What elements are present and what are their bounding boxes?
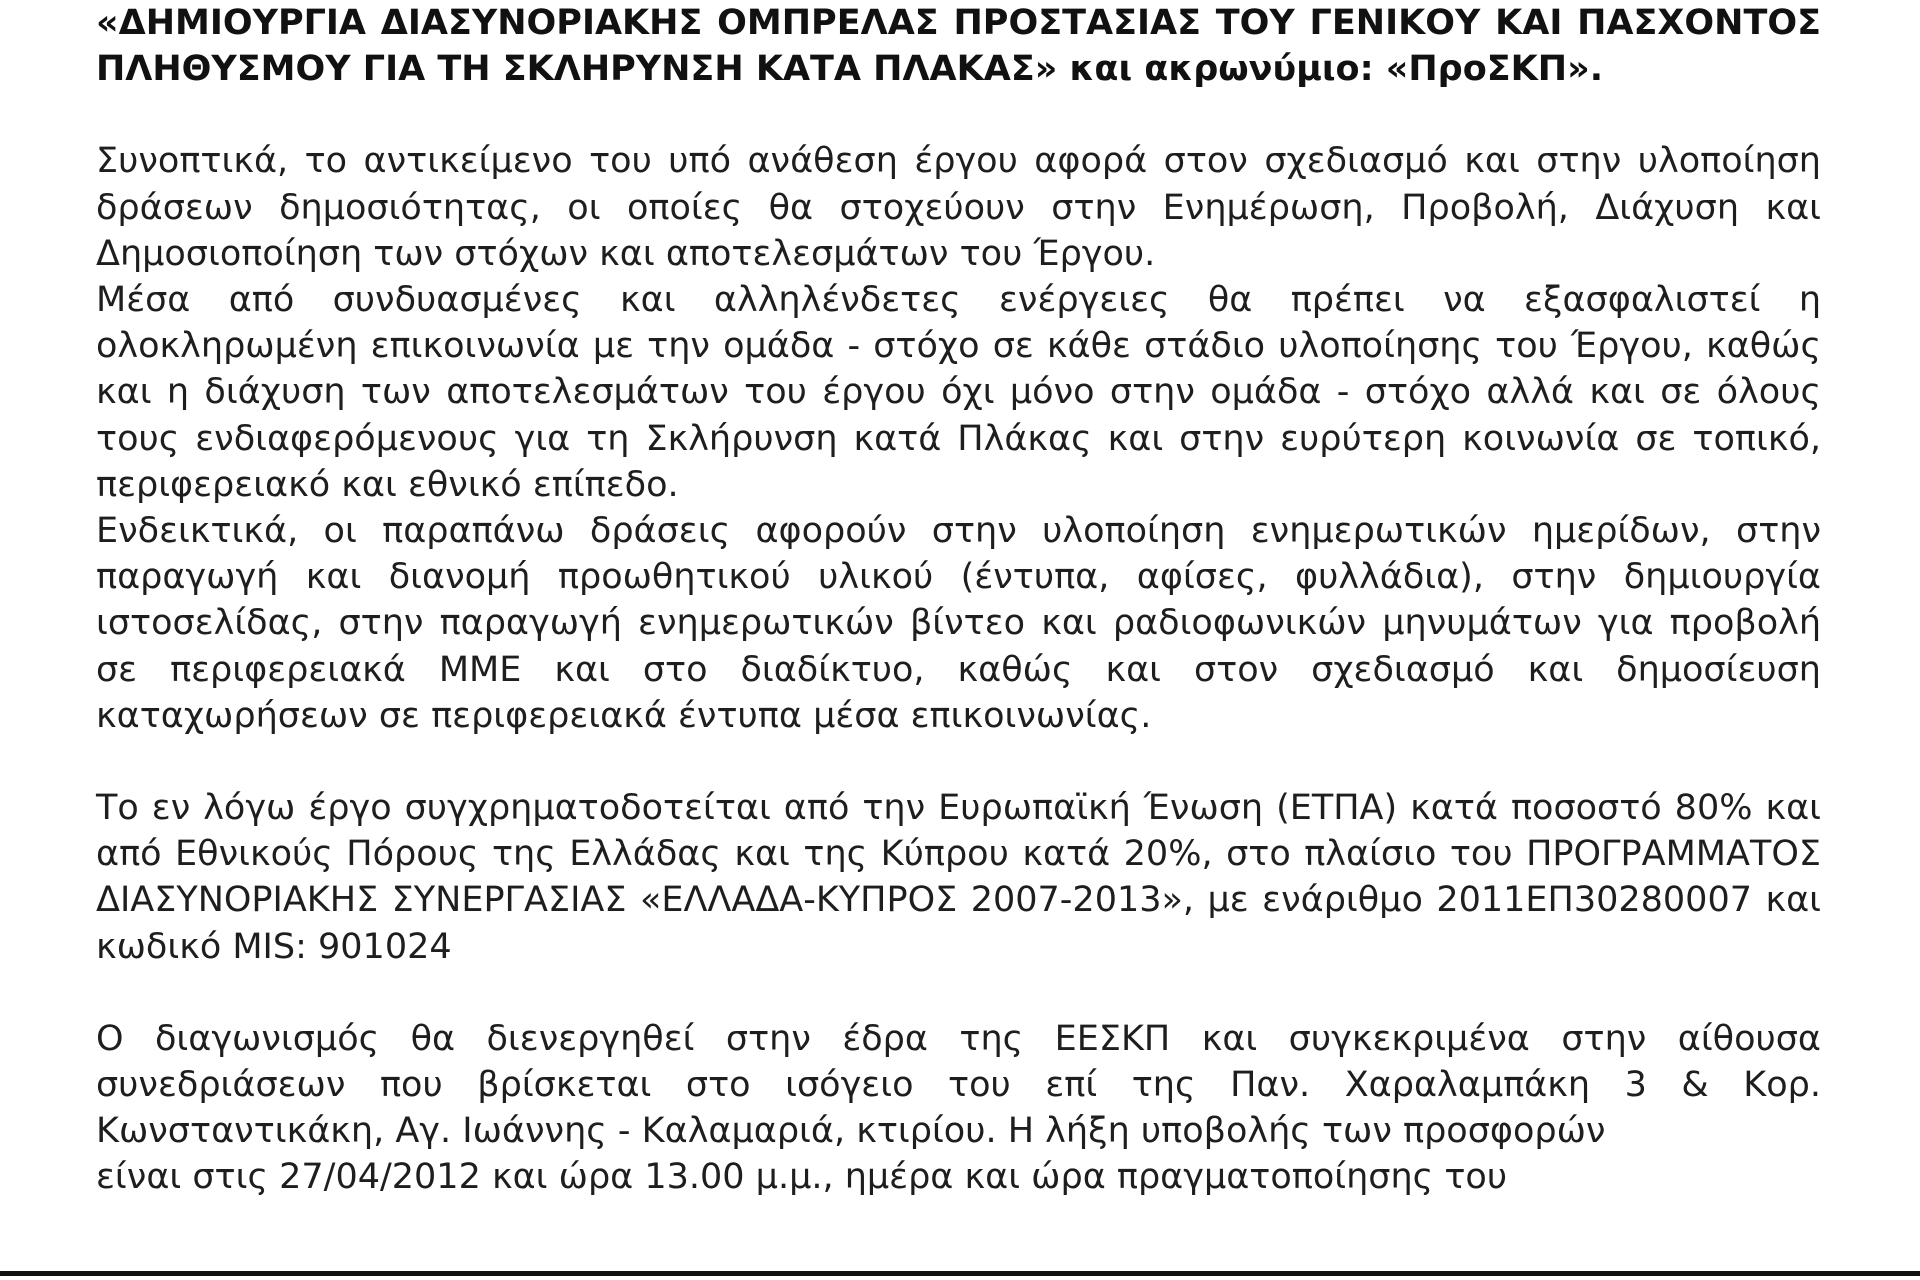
funding-paragraph: Το εν λόγω έργο συγχρηματοδοτείται από την Ευρωπαϊκή Ένωση (ΕΤΠΑ) κατά ποσοστό 80% και από Εθνικούς Πόρους της Ελλάδας και της Κύπρου κατά 20%, στο πλαίσιο του ΠΡΟΓΡΑΜΜΑΤΟΣ ΔΙΑΣΥΝΟΡΙΑΚΗΣ ΣΥΝΕΡΓΑΣΙΑΣ «ΕΛΛΑΔΑ-ΚΥΠΡΟΣ 2007-2013», με ενάριθμο 2011ΕΠ30280007 και κωδικό MIS: 901024: [96, 788, 1821, 967]
communication-paragraph: Μέσα από συνδυασμένες και αλληλένδετες ενέργειες θα πρέπει να εξασφαλιστεί η ολοκληρωμένη επικοινωνία με την ομάδα - στόχο σε κάθε στάδιο υλοποίησης του Έργου, καθώς και η διάχυση των αποτελεσμάτων του έργου όχι μόνο στην ομάδα - στόχο αλλά και σε όλους τους ενδιαφερόμενους για τη Σκλήρυνση κατά Πλάκας και στην ευρύτερη κοινωνία σε τοπικό, περιφερειακό και εθνικό επίπεδο.: [96, 280, 1821, 505]
actions-paragraph: Ενδεικτικά, οι παραπάνω δράσεις αφορούν στην υλοποίηση ενημερωτικών ημερίδων, στην παραγωγή και διανομή προωθητικού υλικού (έντυπα, αφίσες, φυλλάδια), στην δημιουργία ιστοσελίδας, στην παραγωγή ενημερωτικών βίντεο και ραδιοφωνικών μηνυμάτων για προβολή σε περιφερειακά ΜΜΕ και στο διαδίκτυο, καθώς και στον σχεδιασμό και δημοσίευση καταχωρήσεων σε περιφερειακά έντυπα μέσα επικοινωνίας.: [96, 511, 1821, 736]
paragraph-spacer: [96, 739, 1821, 785]
summary-paragraph: Συνοπτικά, το αντικείμενο του υπό ανάθεση έργου αφορά στον σχεδιασμό και στην υλοποίηση δράσεων δημοσιότητας, οι οποίες θα στοχεύουν στην Ενημέρωση, Προβολή, Διάχυση και Δημοσιοποίηση των στόχων και αποτελεσμάτων του Έργου.: [96, 141, 1821, 274]
bottom-margin: [0, 1276, 1920, 1280]
project-title-paragraph: «ΔΗΜΙΟΥΡΓΙΑ ΔΙΑΣΥΝΟΡΙΑΚΗΣ ΟΜΠΡΕΛΑΣ ΠΡΟΣΤΑΣΙΑΣ ΤΟΥ ΓΕΝΙΚΟΥ ΚΑΙ ΠΑΣΧΟΝΤΟΣ ΠΛΗΘΥΣΜΟΥ ΓΙΑ ΤΗ ΣΚΛΗΡΥΝΣΗ ΚΑΤΑ ΠΛΑΚΑΣ» και ακρωνύμιο: «ΠροΣΚΠ».: [96, 3, 1821, 90]
document-body: [96, 0, 1821, 1201]
cut-off-line: είναι στις 27/04/2012 και ώρα 13.00 μ.μ., ημέρα και ώρα πραγματοποίησης του: [96, 1157, 1508, 1198]
tender-paragraph: Ο διαγωνισμός θα διενεργηθεί στην έδρα της ΕΕΣΚΠ και συγκεκριμένα στην αίθουσα συνεδριάσεων που βρίσκεται στο ισόγειο του επί της Παν. Χαραλαμπάκη 3 & Κορ. Κωνσταντικάκη, Αγ. Ιωάννης - Καλαμαριά, κτιρίου. Η λήξη υποβολής των προσφορών: [96, 1018, 1821, 1152]
paragraph-spacer: [96, 92, 1821, 138]
paragraph-spacer: [96, 970, 1821, 1016]
